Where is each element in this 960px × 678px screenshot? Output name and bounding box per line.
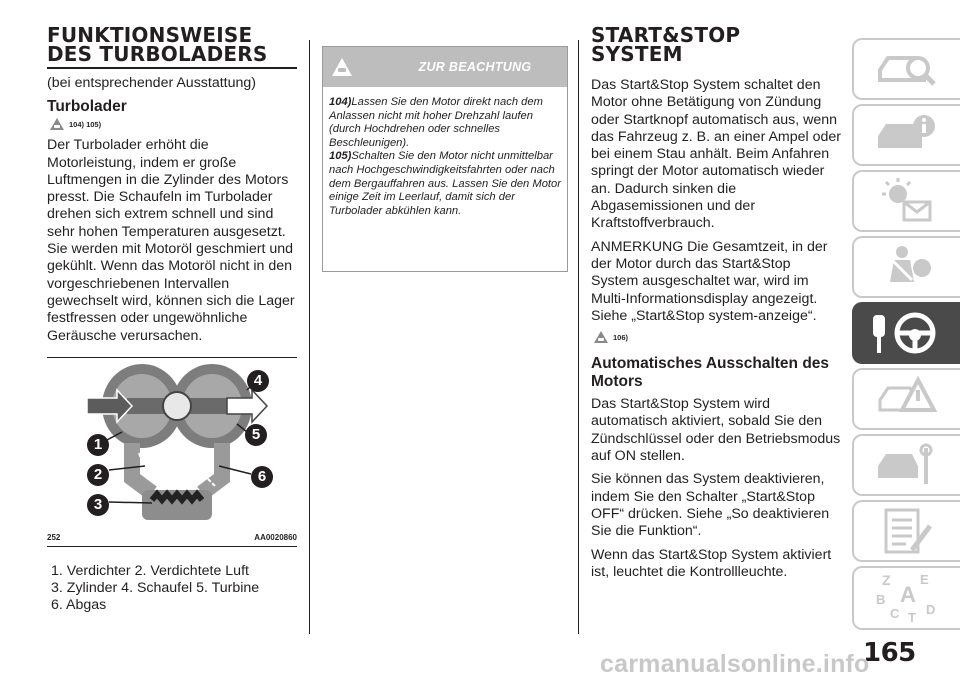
tab-warning-lights[interactable] [852, 170, 960, 232]
car-warning-triangle-icon [872, 374, 942, 424]
caution-triangle-icon [331, 57, 353, 77]
figure-code: AA0020860 [254, 532, 297, 542]
figure-footer [47, 530, 297, 542]
caution-item-text: Lassen Sie den Motor direkt nach dem Anlassen nicht mit hoher Drehzahl laufen (durch Hochdrehen oder schnelles Beschleunigen). [329, 96, 543, 149]
callout-4: 4 [247, 370, 269, 392]
column-turbocharger [47, 23, 297, 615]
section-heading-start-stop [591, 23, 841, 66]
caution-box [322, 46, 568, 272]
callout-1: 1 [87, 434, 109, 456]
heading-line-2: DES TURBOLADERS [47, 42, 268, 66]
page-number: 165 [863, 638, 916, 668]
reference-number: 106) [613, 332, 629, 342]
warning-lights-mail-icon [872, 176, 942, 226]
caution-item-number: 105) [329, 150, 352, 163]
caption-line-3: 6. Abgas [51, 597, 107, 614]
tab-car-search[interactable] [852, 38, 960, 100]
car-info-icon [872, 112, 942, 158]
callout-5: 5 [245, 424, 267, 446]
caution-item-104 [329, 96, 561, 150]
warning-car-icon [49, 117, 65, 131]
callout-2: 2 [87, 464, 109, 486]
column-notes [322, 46, 568, 272]
caption-line-1: 1. Verdichter 2. Verdichtete Luft [51, 562, 249, 579]
tab-maintenance[interactable] [852, 434, 960, 496]
figure-number: 252 [47, 532, 61, 542]
heading-line-1: START&STOP [591, 23, 741, 47]
specifications-list-icon [872, 506, 942, 556]
reference-numbers: 104) 105) [69, 119, 102, 129]
caution-header [323, 47, 567, 87]
warning-reference [593, 329, 841, 345]
turbocharger-figure [47, 357, 297, 547]
start-stop-paragraph-4: Sie können das System deaktivieren, indem Sie den Schalter „Start&Stop OFF“ drücken. Siehe „So deaktivieren Sie die Funktion“. [591, 471, 830, 540]
section-heading-turbo [47, 23, 297, 69]
subheading-turbolader: Turbolader [47, 98, 127, 116]
tab-emergency[interactable] [852, 368, 960, 430]
car-tools-icon [872, 440, 942, 490]
tab-specifications[interactable] [852, 500, 960, 562]
caution-item-105 [329, 150, 561, 218]
tab-car-info[interactable] [852, 104, 960, 166]
column-divider-2 [578, 40, 579, 634]
caption-line-2: 3. Zylinder 4. Schaufel 5. Turbine [51, 580, 260, 597]
start-stop-paragraph-2: ANMERKUNG Die Gesamtzeit, in der der Motor durch das Start&Stop System ausgeschaltet war, wird im Multi-Informationsdisplay angezeigt. Siehe „Start&Stop system-anzeige“. [591, 238, 828, 324]
column-start-stop [591, 23, 841, 581]
subheading-auto-off: Automatisches Ausschalten des Motors [591, 355, 830, 391]
heading-line-1: FUNKTIONSWEISE [47, 23, 253, 47]
column-divider-1 [309, 40, 310, 634]
caution-item-number: 104) [329, 96, 352, 108]
caution-item-text: Schalten Sie den Motor nicht unmittelbar nach Hochgeschwindigkeitsfahrten oder nach dem Bergauffahren aus. Lassen Sie den Motor einige Zeit im Leerlauf, damit sich der Turbolader abkühlen kann. [329, 150, 561, 217]
key-steering-wheel-icon [867, 307, 947, 359]
seatbelt-airbag-icon [872, 242, 942, 292]
start-stop-paragraph-1: Das Start&Stop System schaltet den Motor ohne Betätigung von Zündung oder Startknopf automatisch aus, wenn das Fahrzeug z. B. an einer Ampel oder bei einem Stau anhält. Beim Anfahren springt der Motor automatisch wieder an. Dadurch sinken die Abgasemissionen und der Kraftstoffverbrauch. [591, 77, 841, 232]
callout-6: 6 [251, 466, 273, 488]
tab-safety[interactable] [852, 236, 960, 298]
chapter-tabs [852, 28, 960, 654]
figure-caption [47, 563, 297, 615]
start-stop-paragraph-5: Wenn das Start&Stop System aktiviert ist, leuchtet die Kontrollleuchte. [591, 546, 832, 580]
callout-3: 3 [87, 494, 109, 516]
warning-car-icon [593, 330, 609, 344]
caution-body [323, 87, 567, 218]
tab-starting-driving[interactable] [852, 302, 960, 364]
warning-reference [49, 116, 297, 132]
availability-note: (bei entsprechender Ausstattung) [47, 75, 257, 91]
heading-line-2: SYSTEM [591, 42, 683, 66]
start-stop-paragraph-3: Das Start&Stop System wird automatisch aktiviert, sobald Sie den Zündschlüssel oder den Betriebsmodus auf ON stellen. [591, 396, 841, 465]
car-search-icon [872, 46, 942, 92]
caution-title: ZUR BEACHTUNG [418, 60, 532, 74]
alphabet-index-icon: Z E A B D C T [876, 572, 936, 625]
watermark: carmanualsonline.info [600, 650, 870, 678]
tab-index[interactable] [852, 566, 960, 630]
turbo-paragraph: Der Turbolader erhöht die Motorleistung, indem er große Luftmengen in die Zylinder des Motors presst. Die Schaufeln im Turbolader drehen sich extrem schnell und sind sehr hohen Temperaturen ausgesetzt. Sie werden mit Motoröl geschmiert und gekühlt. Wenn das Motoröl nicht in den vorgeschriebenen Intervallen gewechselt wird, können sich die Lager festfressen oder ungewöhnliche Geräusche verursachen. [47, 137, 295, 344]
